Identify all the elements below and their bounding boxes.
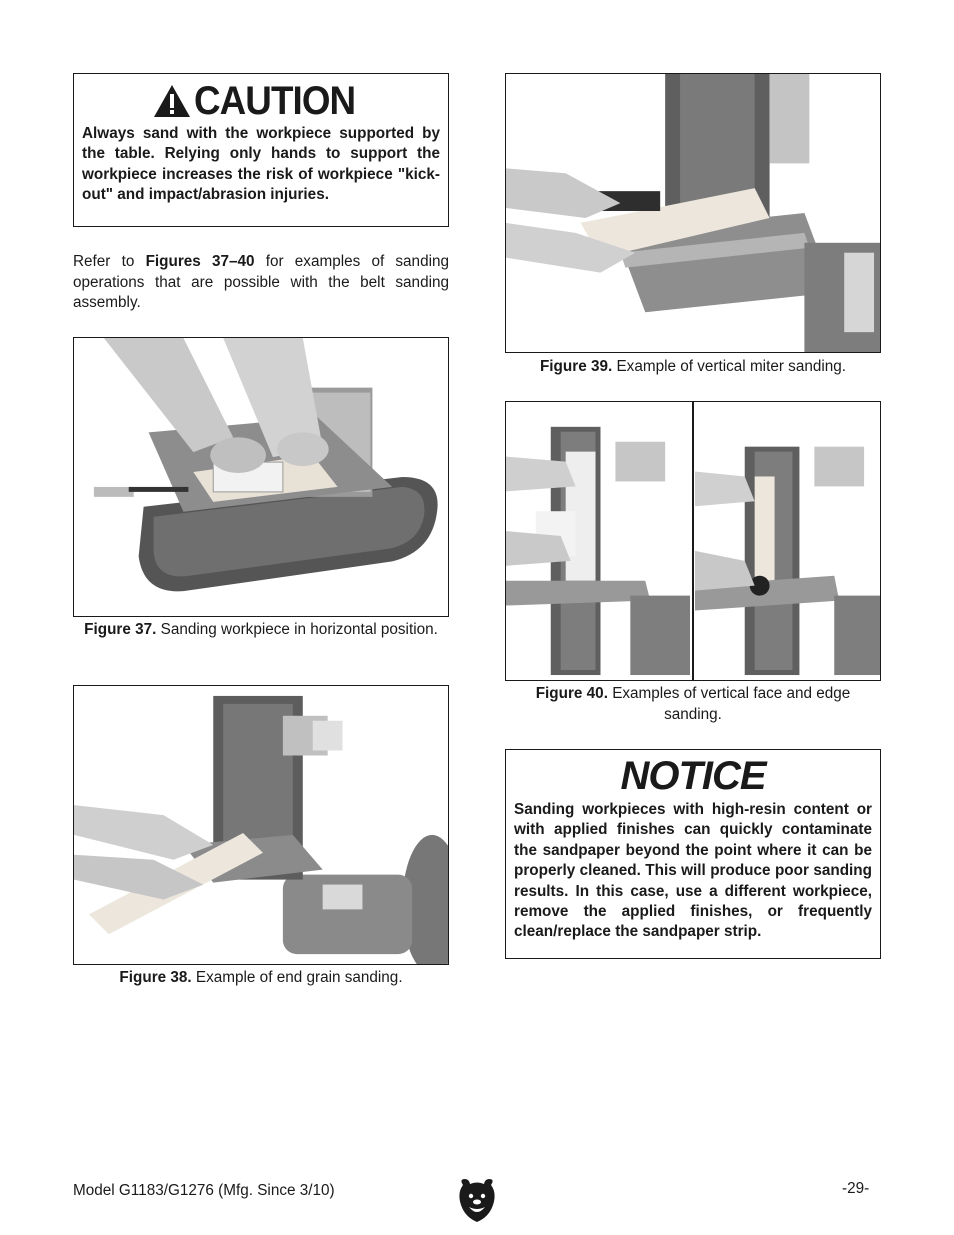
caution-title: CAUTION (194, 79, 356, 123)
figure-37-label: Figure 37. (84, 621, 157, 638)
figure-37-text: Sanding workpiece in horizontal position. (156, 621, 438, 638)
figure-40-label: Figure 40. (535, 685, 608, 702)
figure-39-caption (505, 357, 881, 378)
figure-37-caption (73, 620, 449, 641)
figure-39-text: Example of vertical miter sanding. (612, 358, 847, 375)
figures-reference: Figures 37–40 (145, 253, 255, 270)
notice-title: NOTICE (620, 754, 766, 798)
caution-box (73, 73, 449, 227)
intro-prefix: Refer to (73, 253, 146, 270)
caution-header (82, 80, 440, 122)
intro-suffix: for examples of sanding operations that are possible with the belt sanding assembly. (73, 253, 449, 311)
notice-box (505, 749, 881, 959)
figure-40-caption (505, 684, 881, 725)
bear-logo-icon (457, 1177, 497, 1223)
figure-40-text: Examples of vertical face and edge sanding. (607, 685, 851, 723)
figure-38-text: Example of end grain sanding. (191, 969, 403, 986)
figure-38-label: Figure 38. (119, 969, 192, 986)
notice-text: Sanding workpieces with high-resin content or with applied finishes can quickly contaminate the sandpaper beyond the point where it can be properly cleaned. This will produce poor sanding results. In this case, use a different workpiece, remove the applied finishes, or frequently clean/replace the sandpaper strip. (514, 801, 872, 941)
figure-38-image (73, 685, 449, 965)
figure-37-image (73, 337, 449, 617)
figure-40-image (505, 401, 881, 681)
intro-paragraph (73, 252, 449, 314)
figure-39-label: Figure 39. (539, 358, 613, 375)
warning-triangle-icon (152, 83, 192, 119)
figure-38-caption (73, 968, 449, 989)
footer-model: Model G1183/G1276 (Mfg. Since 3/10) (73, 1182, 335, 1199)
caution-text: Always sand with the workpiece supported by the table. Relying only hands to support the workpiece increases the risk of workpiece "kick-out" and impact/abrasion injuries. (82, 125, 440, 204)
figure-39-image (505, 73, 881, 353)
footer-page-number: -29- (842, 1180, 870, 1197)
